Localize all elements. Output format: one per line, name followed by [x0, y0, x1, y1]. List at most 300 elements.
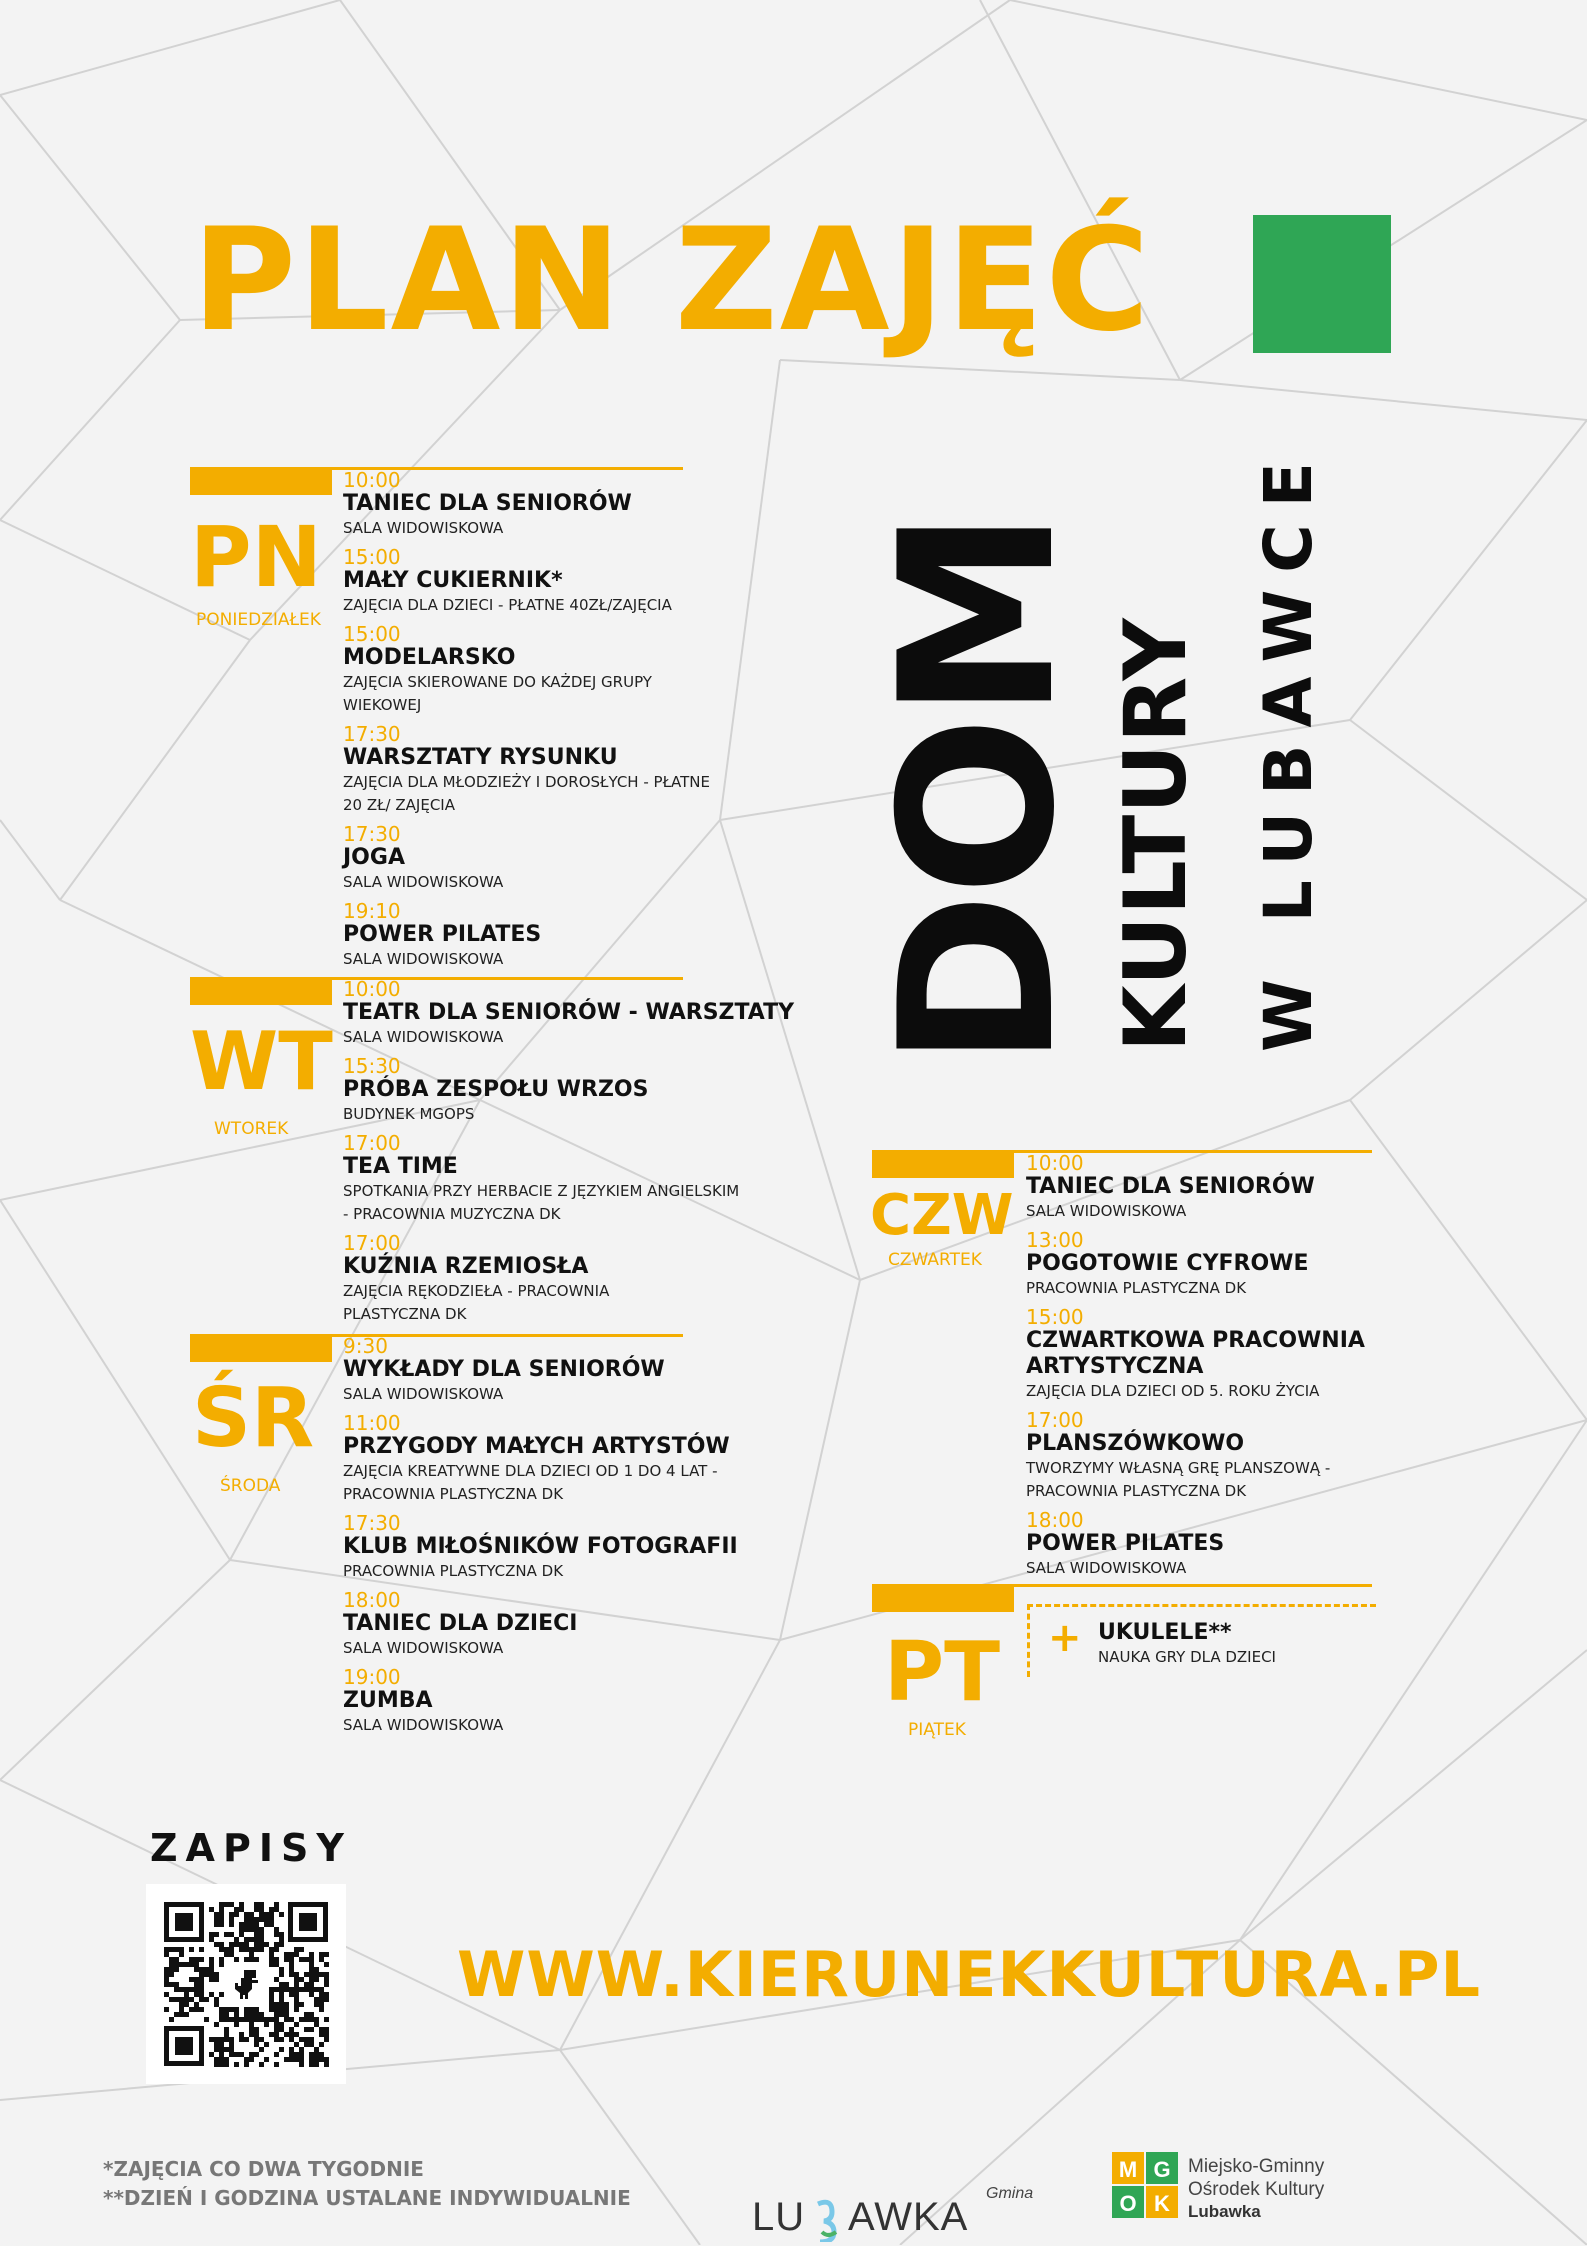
qr-module: [294, 2057, 299, 2062]
qr-module: [274, 1927, 279, 1932]
qr-module: [289, 1962, 294, 1967]
event-name: MAŁY CUKIERNIK*: [343, 568, 563, 593]
page-title: PLAN ZAJĘĆ: [192, 198, 1152, 363]
qr-module: [219, 2012, 224, 2017]
qr-module: [314, 1967, 319, 1972]
qr-module: [254, 2032, 259, 2037]
qr-module: [239, 2052, 244, 2057]
qr-module: [309, 1962, 314, 1967]
event-name: JOGA: [343, 845, 405, 870]
qr-module: [279, 2007, 284, 2012]
event-time: 10:00: [343, 977, 401, 1001]
qr-module: [284, 1957, 289, 1962]
qr-module: [199, 1972, 204, 1977]
event-time: 19:10: [343, 899, 401, 923]
title-kultury: KULTURY: [1106, 617, 1206, 1052]
event-item: [1026, 1229, 1376, 1300]
qr-module: [279, 1967, 284, 1972]
qr-module: [314, 1972, 319, 1977]
footnote-1: *ZAJĘCIA CO DWA TYGODNIE: [103, 2157, 424, 2181]
qr-module: [249, 1927, 254, 1932]
event-item: [1098, 1620, 1358, 1669]
qr-module: [314, 2047, 319, 2052]
events-tuesday: [343, 977, 795, 1326]
svg-text:Gmina: Gmina: [986, 2185, 1034, 2202]
svg-text:Miejsko-Gminny: Miejsko-Gminny: [1188, 2156, 1325, 2177]
qr-module: [269, 1957, 274, 1962]
qr-module: [294, 2032, 299, 2037]
qr-module: [274, 1962, 279, 1967]
event-name: TANIEC DLA SENIORÓW: [343, 491, 632, 516]
qr-module: [184, 2002, 189, 2007]
qr-module: [224, 1932, 229, 1937]
qr-module: [289, 2032, 294, 2037]
qr-module: [314, 2022, 319, 2027]
qr-module: [279, 1942, 284, 1947]
qr-module: [229, 1942, 234, 1947]
event-name: KLUB MIŁOŚNIKÓW FOTOGRAFII: [343, 1534, 738, 1559]
qr-module: [194, 2007, 199, 2012]
qr-module: [309, 1992, 314, 1997]
qr-module: [229, 2037, 234, 2042]
qr-module: [304, 2037, 309, 2042]
qr-module: [244, 1937, 249, 1942]
qr-module: [199, 1957, 204, 1962]
event-desc: SALA WIDOWISKOWA: [343, 1028, 504, 1046]
qr-module: [164, 1952, 169, 1957]
qr-module: [324, 2062, 329, 2067]
day-abbr: PT: [884, 1625, 1001, 1720]
qr-module: [214, 2062, 219, 2067]
event-time: 17:00: [343, 1131, 401, 1155]
qr-module: [174, 1962, 179, 1967]
qr-module: [199, 1997, 204, 2002]
qr-module: [309, 2062, 314, 2067]
qr-module: [309, 2052, 314, 2057]
event-name: MODELARSKO: [343, 645, 516, 670]
qr-module: [214, 1932, 219, 1937]
qr-module: [279, 2002, 284, 2007]
qr-module: [249, 2022, 254, 2027]
event-time: 17:30: [343, 1511, 401, 1535]
qr-module: [174, 2012, 179, 2017]
qr-module: [199, 1947, 204, 1952]
qr-module: [309, 1972, 314, 1977]
qr-module: [214, 2057, 219, 2062]
qr-module: [229, 2042, 234, 2047]
qr-module: [219, 1942, 224, 1947]
qr-module: [164, 1977, 169, 1982]
qr-module: [189, 1962, 194, 1967]
qr-module: [254, 1932, 259, 1937]
qr-module: [214, 2022, 219, 2027]
qr-module: [299, 1947, 304, 1952]
qr-module: [279, 1932, 284, 1937]
qr-module: [219, 2052, 224, 2057]
event-desc: ZAJĘCIA SKIEROWANE DO KAŻDEJ GRUPY WIEKOWEJ: [343, 673, 652, 714]
event-time: 9:30: [343, 1334, 388, 1358]
qr-module: [274, 1932, 279, 1937]
qr-module: [294, 2007, 299, 2012]
qr-module: [229, 2047, 234, 2052]
qr-module: [169, 1997, 174, 2002]
qr-module: [289, 1992, 294, 1997]
qr-module: [304, 1982, 309, 1987]
qr-module: [249, 1947, 254, 1952]
qr-module: [254, 1937, 259, 1942]
svg-text:K: K: [1154, 2191, 1170, 2216]
qr-module: [324, 1992, 329, 1997]
qr-module: [219, 2062, 224, 2067]
qr-module: [204, 1997, 209, 2002]
qr-module: [289, 2047, 294, 2052]
qr-module: [259, 2037, 264, 2042]
website-link[interactable]: WWW.KIERUNEKKULTURA.PL: [457, 1938, 1482, 2011]
qr-module: [194, 1957, 199, 1962]
qr-module: [294, 1977, 299, 1982]
qr-module: [294, 1952, 299, 1957]
qr-module: [324, 1982, 329, 1987]
qr-module: [174, 1967, 179, 1972]
event-desc: SALA WIDOWISKOWA: [343, 1716, 504, 1734]
event-name: TEA TIME: [343, 1154, 458, 1179]
qr-module: [309, 2027, 314, 2032]
qr-module: [269, 1962, 274, 1967]
qr-module: [319, 1957, 324, 1962]
qr-module: [319, 2052, 324, 2057]
qr-module: [284, 2012, 289, 2017]
qr-module: [299, 2037, 304, 2042]
qr-module: [229, 2017, 234, 2022]
dino-icon: [226, 1964, 266, 2004]
event-name: POGOTOWIE CYFROWE: [1026, 1251, 1309, 1276]
qr-module: [299, 2002, 304, 2007]
qr-module: [209, 1967, 214, 1972]
qr-module: [184, 1997, 189, 2002]
qr-module: [199, 1982, 204, 1987]
qr-module: [244, 1927, 249, 1932]
event-item: [343, 1589, 763, 1660]
event-time: 15:00: [1026, 1305, 1084, 1329]
event-item: [343, 1666, 763, 1737]
qr-module: [254, 2017, 259, 2022]
qr-module: [214, 2042, 219, 2047]
qr-module: [254, 2012, 259, 2017]
qr-module: [259, 1912, 264, 1917]
qr-module: [169, 1962, 174, 1967]
qr-module: [189, 1987, 194, 1992]
event-name: TANIEC DLA DZIECI: [343, 1611, 578, 1636]
qr-module: [219, 1957, 224, 1962]
qr-module: [279, 1987, 284, 1992]
qr-module: [169, 1957, 174, 1962]
svg-text:M: M: [1118, 2157, 1138, 2182]
qr-module: [289, 2057, 294, 2062]
event-name: POWER PILATES: [1026, 1531, 1225, 1556]
qr-module: [249, 2007, 254, 2012]
day-full-name: WTOREK: [214, 1119, 289, 1139]
svg-text:O: O: [1119, 2191, 1137, 2216]
event-name: PRZYGODY MAŁYCH ARTYSTÓW: [343, 1434, 730, 1459]
qr-module: [214, 2037, 219, 2042]
qr-module: [169, 2017, 174, 2022]
qr-module: [269, 1992, 274, 1997]
qr-module: [279, 2022, 284, 2027]
mgok-logo: [1112, 2152, 1372, 2236]
qr-module: [274, 1977, 279, 1982]
qr-module: [314, 1987, 319, 1992]
qr-module: [289, 2052, 294, 2057]
qr-module: [234, 1957, 239, 1962]
qr-module: [224, 2062, 229, 2067]
qr-module: [294, 1992, 299, 1997]
qr-module: [279, 1992, 284, 1997]
qr-module: [219, 2057, 224, 2062]
qr-module: [299, 1987, 304, 1992]
qr-module: [234, 2062, 239, 2067]
event-item: [343, 546, 733, 617]
qr-module: [209, 1937, 214, 1942]
qr-module: [249, 2052, 254, 2057]
qr-module: [309, 1957, 314, 1962]
qr-module: [224, 1902, 229, 1907]
qr-module: [239, 1902, 244, 1907]
events-wednesday: [343, 1335, 763, 1737]
event-name: KUŹNIA RZEMIOSŁA: [343, 1254, 589, 1279]
qr-module: [319, 2027, 324, 2032]
qr-module: [214, 2002, 219, 2007]
qr-module: [239, 1932, 244, 1937]
qr-module: [179, 2012, 184, 2017]
qr-module: [279, 1982, 284, 1987]
svg-text:Ośrodek Kultury: Ośrodek Kultury: [1188, 2179, 1325, 2200]
qr-module: [259, 1902, 264, 1907]
lubawka-logo-graphic: [752, 2182, 1052, 2242]
qr-module: [314, 2057, 319, 2062]
qr-module: [294, 2002, 299, 2007]
day-abbr: WT: [190, 1015, 333, 1108]
qr-module: [239, 1922, 244, 1927]
event-item: [343, 623, 733, 717]
qr-module: [314, 2062, 319, 2067]
event-desc: SALA WIDOWISKOWA: [343, 1639, 504, 1657]
qr-module: [304, 2012, 309, 2017]
qr-module: [164, 1982, 169, 1987]
qr-module: [169, 1972, 174, 1977]
day-bar: [190, 977, 332, 1005]
qr-module: [279, 2012, 284, 2017]
qr-module: [269, 1912, 274, 1917]
qr-module: [294, 1972, 299, 1977]
qr-module: [179, 1962, 184, 1967]
qr-module: [269, 1917, 274, 1922]
qr-module: [219, 1947, 224, 1952]
qr-module: [194, 1987, 199, 1992]
qr-module: [289, 2037, 294, 2042]
qr-module: [214, 1977, 219, 1982]
event-desc: PRACOWNIA PLASTYCZNA DK: [343, 1562, 564, 1580]
qr-module: [209, 1972, 214, 1977]
qr-module: [259, 1927, 264, 1932]
qr-module: [224, 1952, 229, 1957]
qr-module: [229, 1932, 234, 1937]
event-item: [343, 469, 733, 540]
day-bar: [872, 1150, 1014, 1178]
qr-module: [274, 1947, 279, 1952]
qr-module: [209, 1907, 214, 1912]
qr-module: [239, 2032, 244, 2037]
qr-module: [234, 1937, 239, 1942]
event-time: 15:00: [343, 545, 401, 569]
qr-module: [289, 1957, 294, 1962]
event-desc: SALA WIDOWISKOWA: [343, 1385, 504, 1403]
event-item: [343, 723, 733, 817]
qr-module: [314, 1997, 319, 2002]
qr-module: [309, 2057, 314, 2062]
qr-module: [299, 2017, 304, 2022]
qr-module: [169, 1967, 174, 1972]
qr-module: [264, 1912, 269, 1917]
qr-module: [269, 2002, 274, 2007]
qr-module: [274, 2022, 279, 2027]
event-item: [343, 1232, 763, 1326]
qr-module: [259, 1937, 264, 1942]
qr-module: [219, 2047, 224, 2052]
event-time: 18:00: [343, 1588, 401, 1612]
event-desc: SALA WIDOWISKOWA: [343, 950, 504, 968]
footnote-2: **DZIEŃ I GODZINA USTALANE INDYWIDUALNIE: [103, 2186, 631, 2210]
qr-module: [234, 2017, 239, 2022]
qr-code[interactable]: [146, 1884, 346, 2084]
qr-module: [194, 1967, 199, 1972]
qr-module: [319, 2032, 324, 2037]
qr-module: [294, 2042, 299, 2047]
qr-module: [244, 1917, 249, 1922]
svg-text:AWKA: AWKA: [848, 2195, 969, 2239]
plus-icon: +: [1048, 1615, 1082, 1661]
qr-module: [284, 2017, 289, 2022]
qr-module: [244, 2037, 249, 2042]
qr-module: [319, 1952, 324, 1957]
qr-module: [224, 2007, 229, 2012]
qr-module: [264, 1917, 269, 1922]
qr-module: [274, 2052, 279, 2057]
qr-module: [209, 1977, 214, 1982]
qr-module: [314, 2052, 319, 2057]
qr-module: [324, 2027, 329, 2032]
qr-module: [299, 1957, 304, 1962]
event-item: [343, 1412, 763, 1506]
qr-module: [194, 1992, 199, 1997]
qr-module: [249, 2032, 254, 2037]
qr-module: [204, 1967, 209, 1972]
qr-module: [274, 2027, 279, 2032]
qr-module: [179, 1947, 184, 1952]
qr-module: [299, 2057, 304, 2062]
qr-module: [174, 1947, 179, 1952]
event-desc: SPOTKANIA PRZY HERBACIE Z JĘZYKIEM ANGIELSKIM - PRACOWNIA MUZYCZNA DK: [343, 1182, 740, 1223]
qr-code-image: [146, 1884, 346, 2084]
qr-module: [234, 1912, 239, 1917]
qr-module: [304, 1957, 309, 1962]
qr-module: [264, 2042, 269, 2047]
qr-module: [179, 1952, 184, 1957]
day-bar: [872, 1584, 1014, 1612]
svg-text:G: G: [1153, 2157, 1171, 2182]
qr-module: [314, 2002, 319, 2007]
qr-module: [234, 2052, 239, 2057]
qr-module: [239, 1947, 244, 1952]
qr-module: [219, 2037, 224, 2042]
qr-module: [304, 1987, 309, 1992]
qr-module: [304, 2027, 309, 2032]
event-desc: ZAJĘCIA DLA DZIECI OD 5. ROKU ŻYCIA: [1026, 1382, 1320, 1400]
event-name: WARSZTATY RYSUNKU: [343, 745, 618, 770]
qr-module: [199, 1977, 204, 1982]
svg-text:LU: LU: [752, 2195, 806, 2239]
qr-module: [309, 1987, 314, 1992]
qr-module: [229, 1917, 234, 1922]
qr-module: [254, 1947, 259, 1952]
qr-module: [319, 1987, 324, 1992]
qr-module: [264, 2022, 269, 2027]
qr-module: [164, 1947, 169, 1952]
qr-module: [164, 2007, 169, 2012]
qr-module: [194, 1962, 199, 1967]
qr-module: [269, 1997, 274, 2002]
qr-module: [294, 2052, 299, 2057]
mgok-logo-graphic: [1112, 2152, 1372, 2232]
qr-module: [184, 1992, 189, 1997]
qr-module: [274, 2017, 279, 2022]
qr-module: [249, 1917, 254, 1922]
qr-module: [179, 1997, 184, 2002]
qr-module: [229, 1952, 234, 1957]
qr-module: [284, 2057, 289, 2062]
qr-module: [249, 1957, 254, 1962]
qr-module: [204, 1972, 209, 1977]
qr-module: [219, 1992, 224, 1997]
qr-module: [209, 2052, 214, 2057]
qr-module: [169, 1982, 174, 1987]
event-desc: ZAJĘCIA RĘKODZIEŁA - PRACOWNIA PLASTYCZNA DK: [343, 1282, 610, 1323]
qr-module: [319, 2002, 324, 2007]
qr-module: [229, 2007, 234, 2012]
events-friday: [1098, 1620, 1358, 1669]
qr-module: [214, 1912, 219, 1917]
event-desc: TWORZYMY WŁASNĄ GRĘ PLANSZOWĄ - PRACOWNIA PLASTYCZNA DK: [1026, 1459, 1331, 1500]
qr-module: [299, 2062, 304, 2067]
qr-module: [259, 1917, 264, 1922]
qr-module: [244, 1947, 249, 1952]
qr-module: [219, 1907, 224, 1912]
qr-module: [224, 1947, 229, 1952]
qr-module: [254, 1902, 259, 1907]
qr-module: [179, 2007, 184, 2012]
event-time: 17:00: [1026, 1408, 1084, 1432]
events-thursday: [1026, 1152, 1376, 1580]
qr-module: [319, 1992, 324, 1997]
qr-module: [284, 1987, 289, 1992]
qr-module: [249, 2027, 254, 2032]
qr-module: [294, 1982, 299, 1987]
qr-module: [279, 1972, 284, 1977]
qr-module: [259, 2062, 264, 2067]
event-item: [343, 977, 795, 1049]
day-divider: [1014, 1584, 1372, 1587]
qr-module: [279, 2027, 284, 2032]
qr-module: [324, 2032, 329, 2037]
